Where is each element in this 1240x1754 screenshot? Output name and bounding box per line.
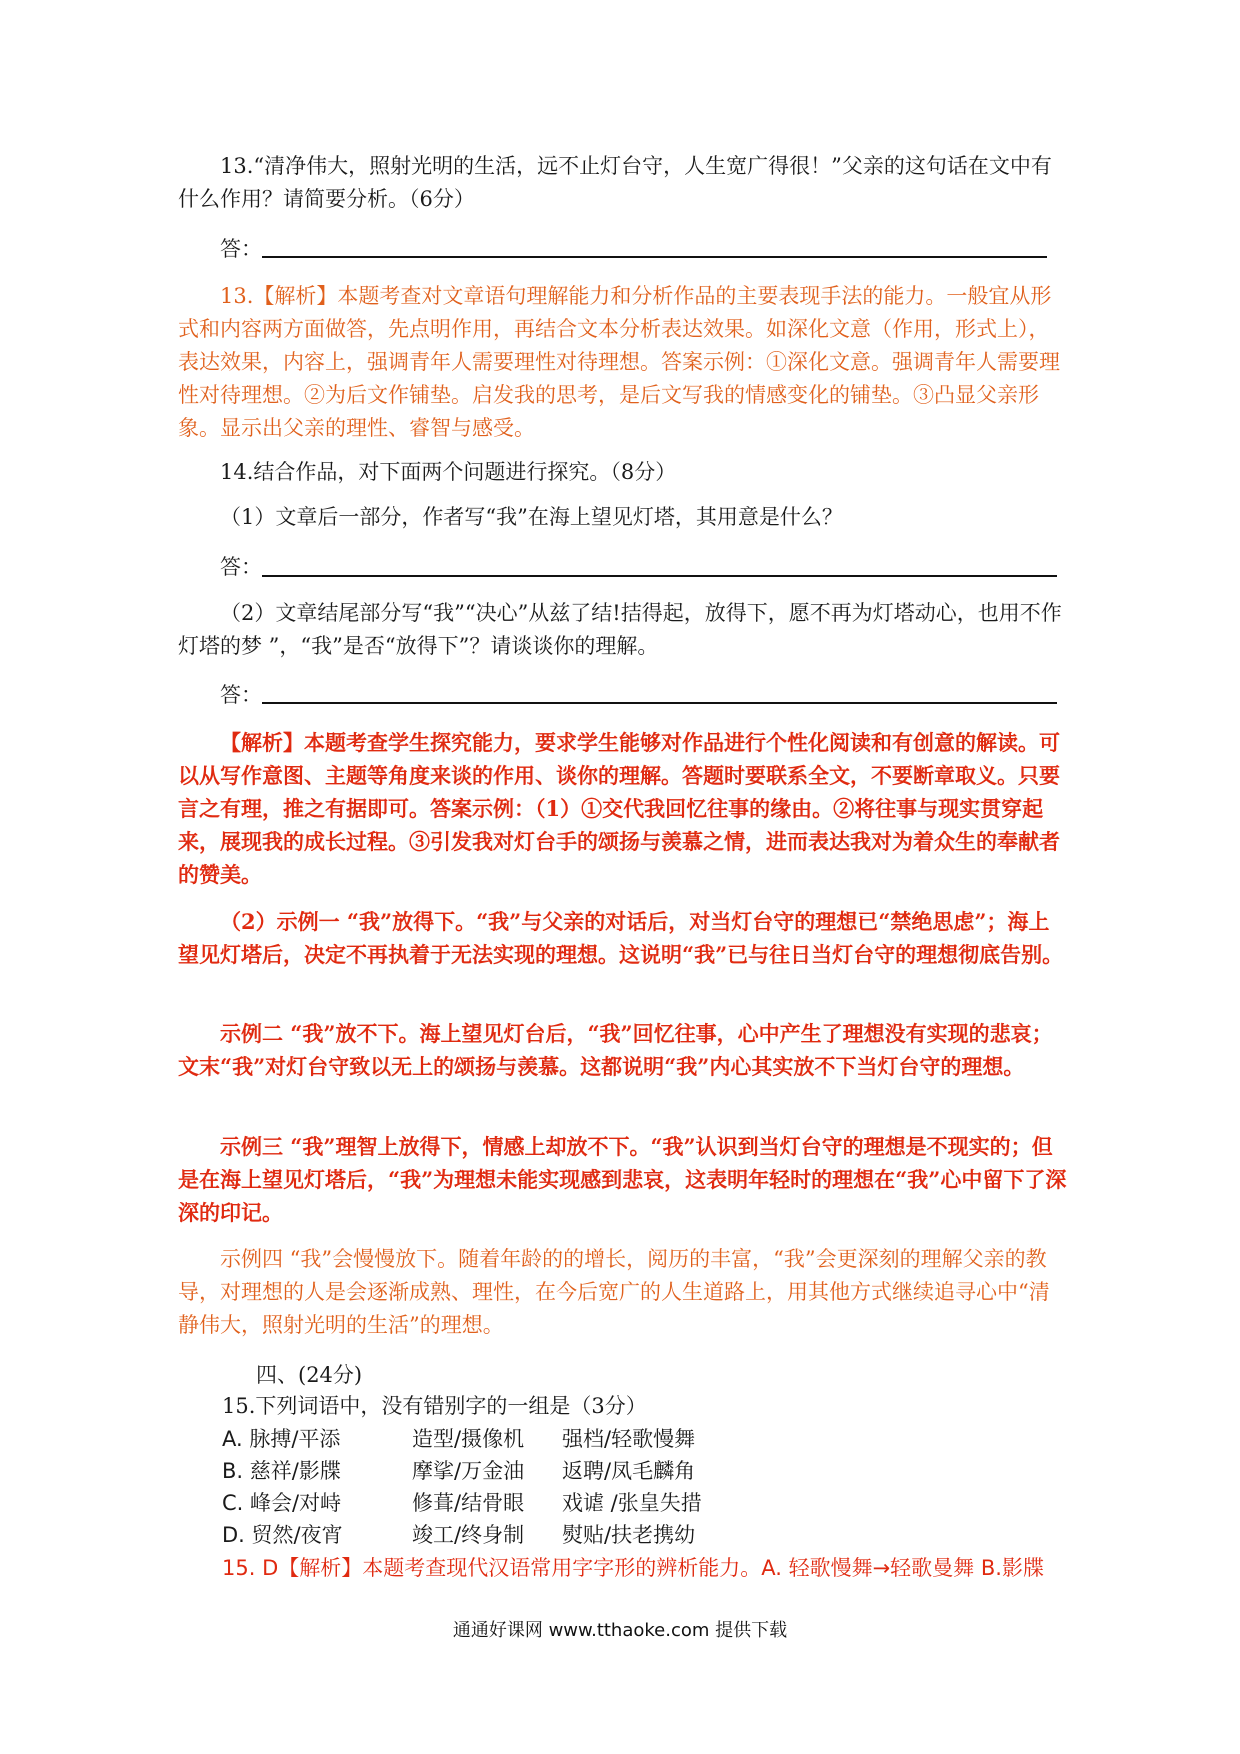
option-d-word-2: 竣工/终身制 — [412, 1523, 525, 1547]
q14-answer-line-1 — [262, 575, 1057, 577]
q14-example1: （2）示例一 “我”放得下。“我”与父亲的对话后，对当灯台守的理想已“禁绝思虑”；海上望见灯塔后，决定不再执着于无法实现的理想。这说明“我”已与往日当灯台守的理想彻底告别。 — [178, 909, 1064, 967]
option-a-word-2: 造型/摄像机 — [412, 1427, 525, 1451]
q14-sub2: （2）文章结尾部分写“我”“决心”从兹了结!拮得起，放得下，愿不再为灯塔动心，也用不作灯塔的梦 ”，“我”是否“放得下”？请谈谈你的理解。 — [178, 601, 1062, 658]
q14-answer-label-2: 答： — [220, 683, 262, 707]
q14-example4: 示例四 “我”会慢慢放下。随着年龄的的增长，阅历的丰富，“我”会更深刻的理解父亲的教导，对理想的人是会逐渐成熟、理性，在今后宽广的人生道路上，用其他方式继续追寻心中“清静伟大，照射光明的生活”的理想。 — [178, 1247, 1050, 1337]
q15-analysis: 15. D【解析】本题考查现代汉语常用字字形的辨析能力。A. 轻歌慢舞→轻歌曼舞 B.影牒 — [222, 1556, 1044, 1580]
q14-answer-line-2 — [262, 702, 1057, 704]
page-footer: 通通好课网 www.tthaoke.com 提供下载 — [452, 1620, 788, 1641]
q14-sub1: （1）文章后一部分，作者写“我”在海上望见灯塔，其用意是什么？ — [220, 505, 843, 529]
q14-example3: 示例三 “我”理智上放得下，情感上却放不下。“我”认识到当灯台守的理想是不现实的；但是在海上望见灯塔后，“我”为理想未能实现感到悲哀，这表明年轻时的理想在“我”心中留下了深深的印记。 — [178, 1134, 1067, 1225]
q15-option-b — [222, 1456, 695, 1486]
option-d-word-3: 熨贴/扶老携幼 — [562, 1523, 696, 1547]
q14-answer-label-1: 答： — [220, 555, 262, 579]
option-b-word-2: 摩挲/万金油 — [412, 1459, 525, 1483]
q13-answer-label: 答： — [220, 237, 262, 261]
q15-option-d — [222, 1520, 695, 1550]
option-a-word-3: 强档/轻歌慢舞 — [562, 1427, 696, 1451]
option-a-word-1: A. 脉搏/平添 — [222, 1427, 341, 1451]
section-4-heading: 四、(24分) — [256, 1363, 363, 1387]
q13-analysis: 13.【解析】本题考查对文章语句理解能力和分析作品的主要表现手法的能力。一般宜从形式和内容两方面做答，先点明作用，再结合文本分析表达效果。如深化文意（作用，形式上），表达效果，内容上，强调青年人需要理性对待理想。答案示例：①深化文意。强调青年人需要理性对待理想。②为后文作铺垫。启发我的思考，是后文写我的情感变化的铺垫。③凸显父亲形象。显示出父亲的理性、睿智与感受。 — [178, 284, 1060, 440]
q14-question: 14.结合作品，对下面两个问题进行探究。（8分） — [220, 460, 677, 484]
q13-question: 13.“清净伟大，照射光明的生活，远不止灯台守，人生宽广得很！”父亲的这句话在文中有什么作用？请简要分析。（6分） — [178, 154, 1052, 211]
q15-option-a — [222, 1424, 695, 1454]
q14-example2: 示例二 “我”放不下。海上望见灯台后，“我”回忆往事，心中产生了理想没有实现的悲哀；文末“我”对灯台守致以无上的颂扬与羡慕。这都说明“我”内心其实放不下当灯台守的理想。 — [178, 1021, 1053, 1079]
q14-analysis: 【解析】本题考查学生探究能力，要求学生能够对作品进行个性化阅读和有创意的解读。可以从写作意图、主题等角度来谈的作用、谈你的理解。答题时要联系全文，不要断章取义。只要言之有理，推之有据即可。答案示例：（1）①交代我回忆往事的缘由。②将往事与现实贯穿起来，展现我的成长过程。③引发我对灯台手的颂扬与羡慕之情，进而表达我对为着众生的奉献者的赞美。 — [178, 730, 1060, 887]
option-c-word-3: 戏谑 /张皇失措 — [562, 1491, 702, 1515]
q13-answer-line — [262, 256, 1047, 258]
q15-option-c — [222, 1488, 702, 1518]
option-c-word-1: C. 峰会/对峙 — [222, 1491, 342, 1515]
option-b-word-1: B. 慈祥/影牒 — [222, 1459, 341, 1483]
option-d-word-1: D. 贸然/夜宵 — [222, 1523, 343, 1547]
option-b-word-3: 返聘/凤毛麟角 — [562, 1459, 696, 1483]
q15-question: 15.下列词语中，没有错别字的一组是（3分） — [222, 1394, 647, 1418]
option-c-word-2: 修葺/结骨眼 — [412, 1491, 525, 1515]
